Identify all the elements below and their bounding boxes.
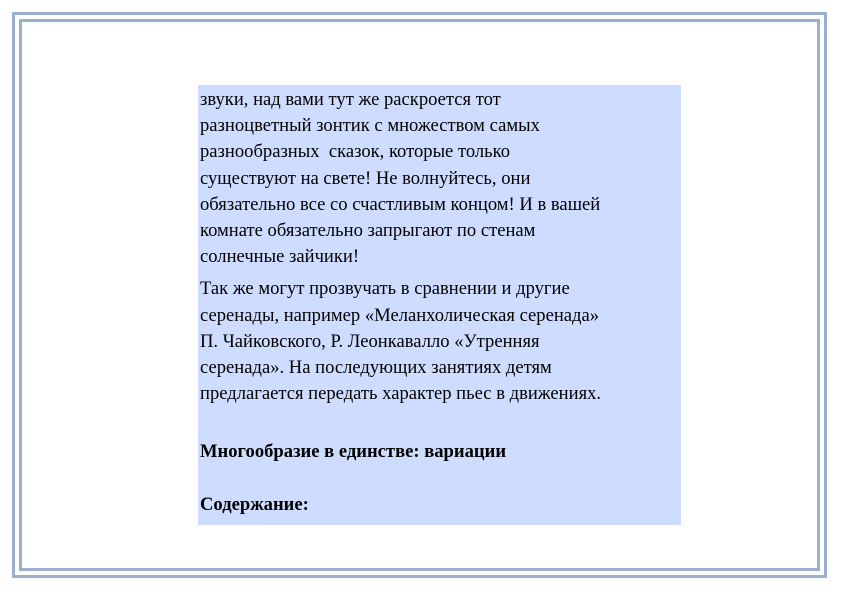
- text-line: комнате обязательно запрыгают по стенам: [200, 220, 536, 242]
- heading-variations: Многообразие в единстве: вариации: [200, 441, 507, 463]
- text-line: разнообразных сказок, которые только: [200, 141, 511, 163]
- text-box: [198, 85, 681, 525]
- paragraph-1: [200, 87, 679, 270]
- text-line: П. Чайковского, Р. Леонкавалло «Утренняя: [200, 330, 540, 352]
- heading-contents: Содержание:: [200, 493, 309, 515]
- text-line: солнечные зайчики!: [200, 246, 360, 268]
- text-line: серенада». На последующих занятиях детям: [200, 357, 552, 379]
- paragraph-2: [200, 276, 679, 407]
- text-line: звуки, над вами тут же раскроется тот: [200, 89, 501, 110]
- text-line: разноцветный зонтик с множеством самых: [200, 115, 540, 137]
- text-line: Так же могут прозвучать в сравнении и другие: [200, 278, 570, 300]
- text-line: существуют на свете! Не волнуйтесь, они: [200, 167, 531, 189]
- text-line: обязательно все со счастливым концом! И в вашей: [200, 193, 601, 215]
- text-line: серенады, например «Меланхолическая серенада»: [200, 304, 600, 326]
- text-line: предлагается передать характер пьес в движениях.: [200, 383, 602, 405]
